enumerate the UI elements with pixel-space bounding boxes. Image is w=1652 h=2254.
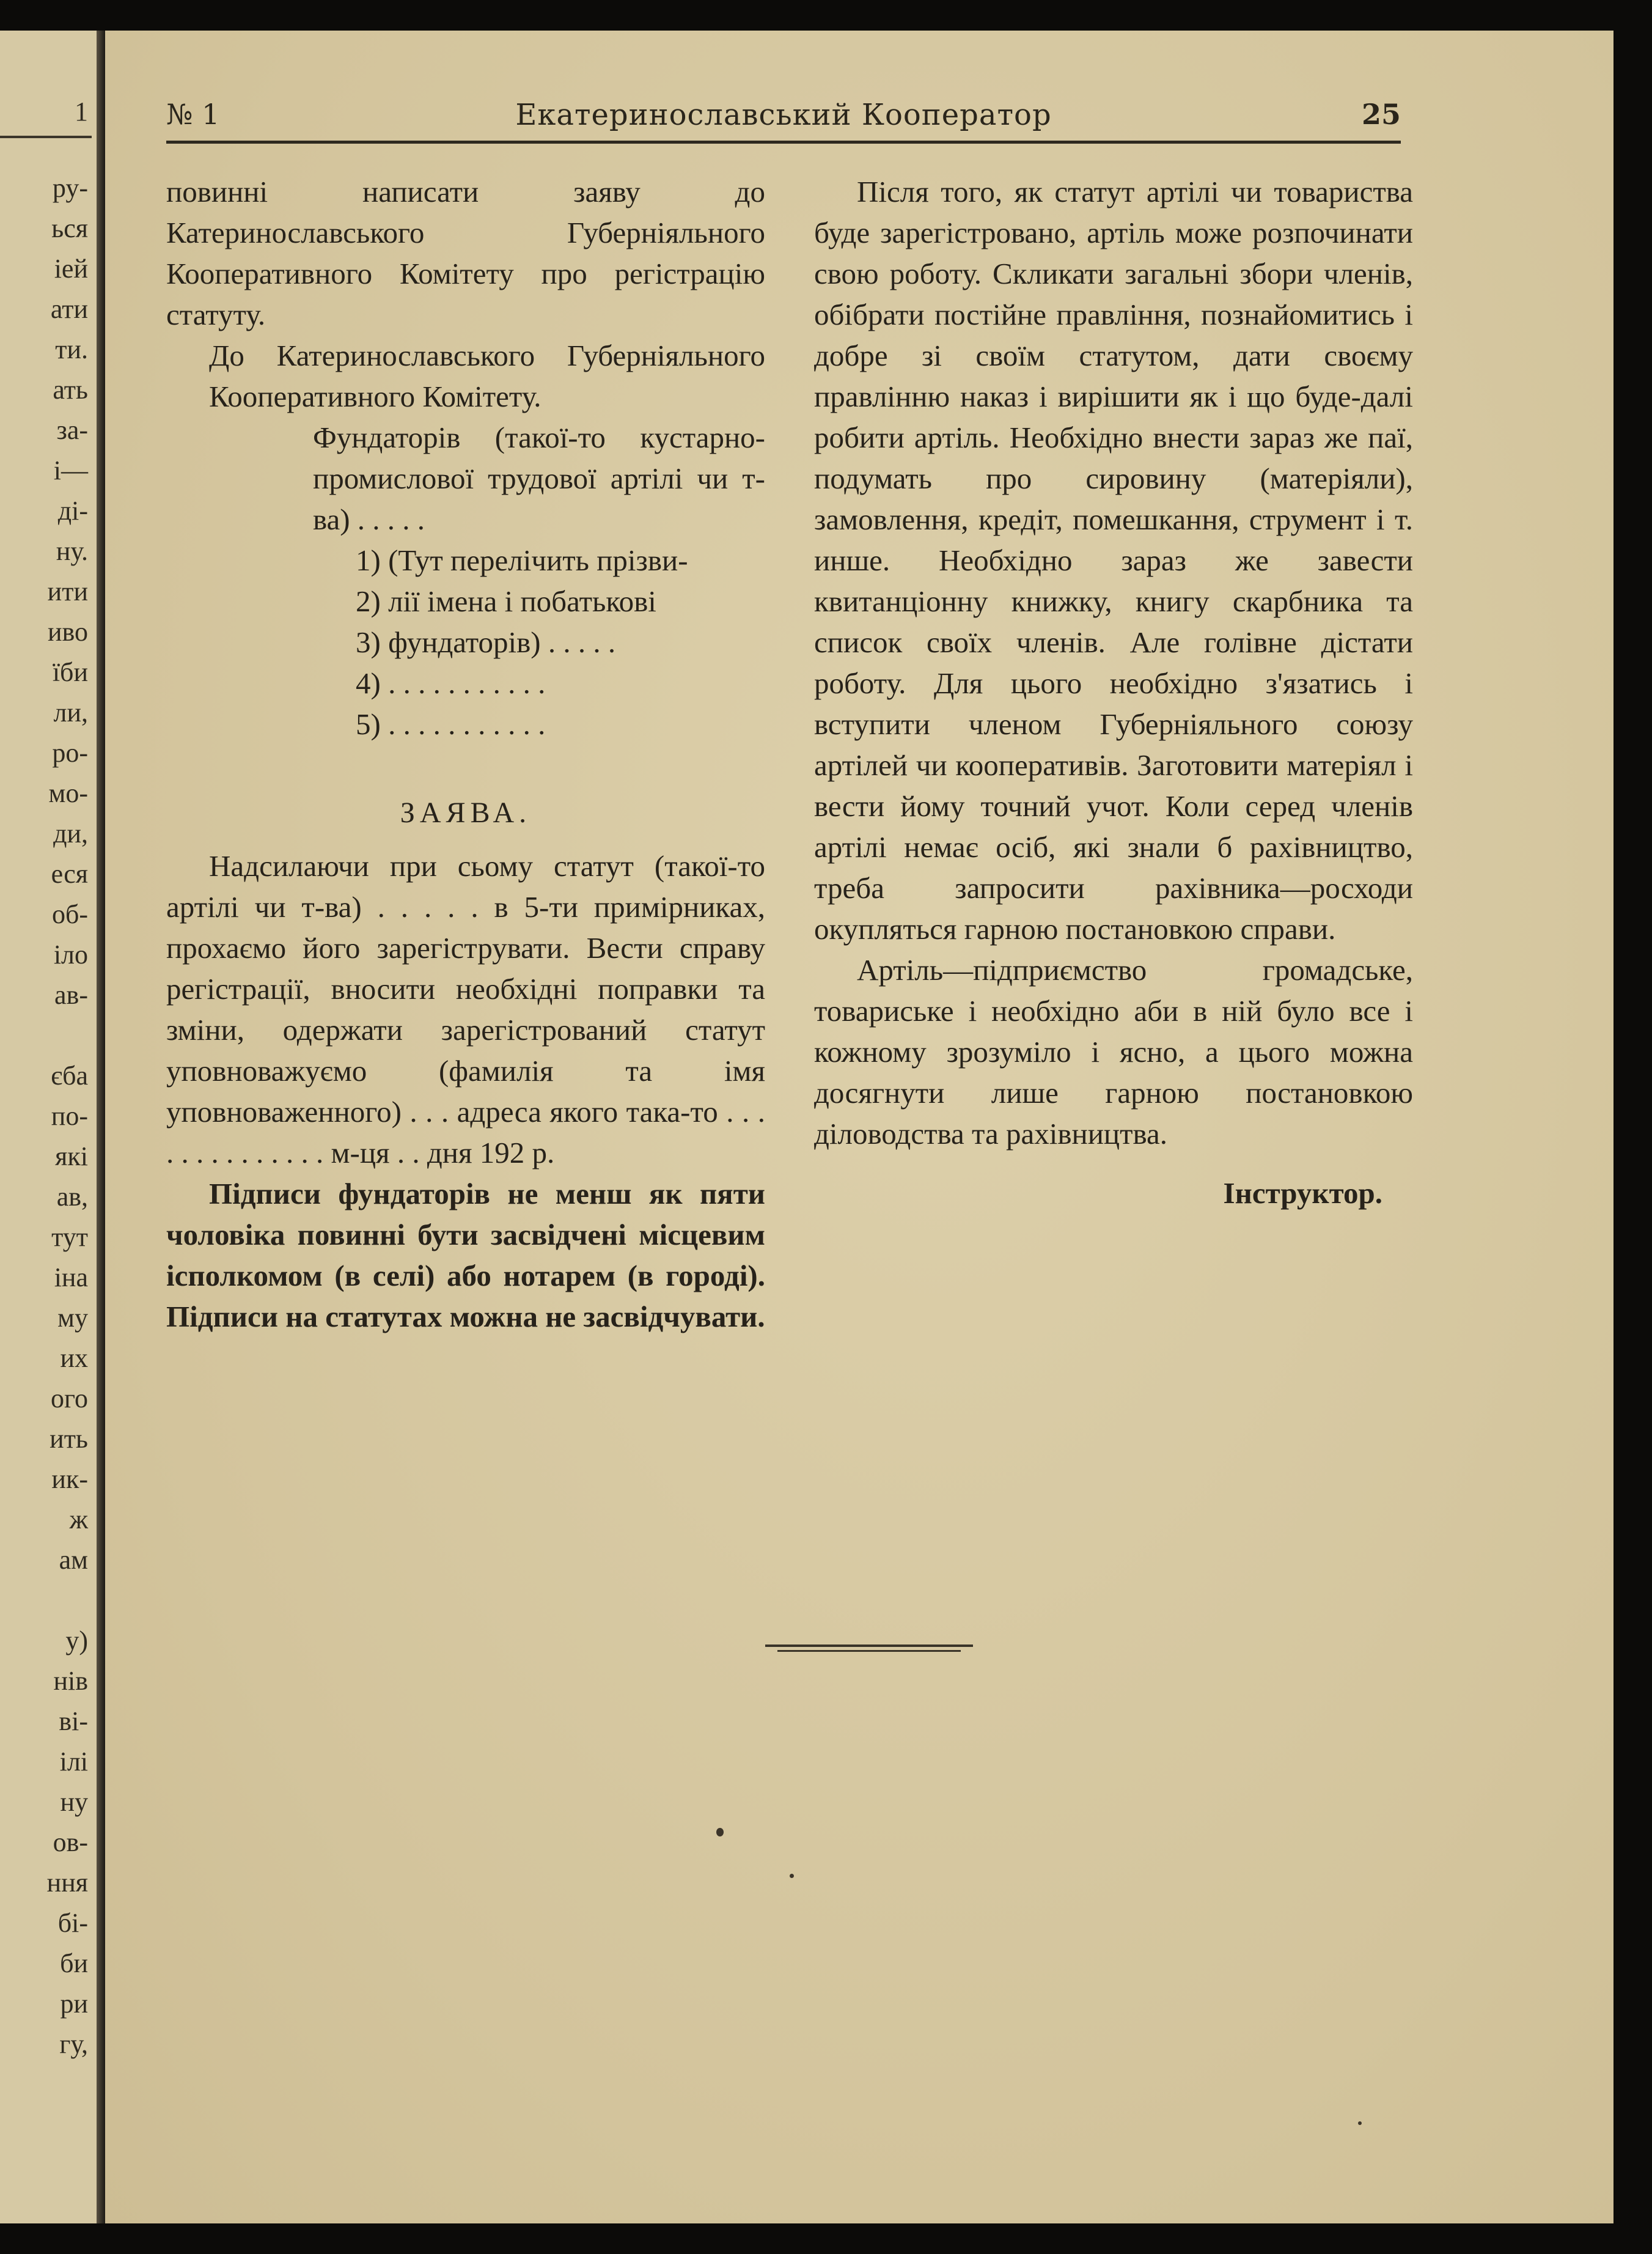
adjacent-text-fragment: за-: [56, 415, 88, 445]
paragraph: повинні написати заяву до Катеринославського Губерніяльного Кооперативного Комітету про регістрацію статуту.: [166, 175, 765, 331]
adjacent-text-fragment: іей: [54, 254, 88, 284]
adjacent-text-fragment: ну.: [56, 536, 88, 566]
list-item: 2) лії імена і побатькові: [356, 584, 656, 618]
adjacent-text-fragment: ого: [51, 1383, 88, 1413]
founders-line: Фундаторів (такої-то кустарно-промислової трудової артілі чи т-ва) . . . . .: [313, 421, 765, 536]
adjacent-text-fragment: які: [55, 1141, 88, 1171]
end-rule: [765, 1644, 973, 1653]
ink-speck: [1358, 2121, 1362, 2125]
adjacent-page-number: 1: [75, 97, 88, 127]
paragraph: Після того, як статут артілі чи товариства буде зарегістровано, артіль може розпочинати свою роботу. Скликати загальні збори членів, обібрати постійне правління, познайомитись і добре зі своїм статутом, дати своєму правлінню наказ і вирішити як і що буде-далі робити артіль. Необхідно внести зараз же паї, подумать про сировину (матеріяли), замовлення, кредіт, помешкання, струмент і т. инше. Необхідно зараз же завести квитанціонну книжку, книгу скарбника та список своїх членів. Але голівне дістати роботу. Для цього необхідно з'язатись і вступити членом Губерніяльного союзу артілей чи кооперативів. Заготовити матеріял і вести йому точний учот. Коли серед членів артілі немає осіб, які знали б рахівництво, треба запросити рахівника—росходи окупляться гарною постановкою справи.: [814, 175, 1413, 946]
book-gutter: [97, 31, 105, 2223]
adjacent-text-fragment: ж: [69, 1505, 88, 1534]
signature: Інструктор.: [1223, 1176, 1382, 1210]
adjacent-text-fragment: об-: [51, 899, 88, 929]
adjacent-text-fragment: ити: [47, 576, 88, 606]
founders-list: [166, 540, 765, 745]
adjacent-text-fragment: по-: [51, 1101, 88, 1131]
adjacent-text-fragment: ді-: [57, 496, 88, 526]
paragraph: Артіль—підприємство громадське, товариське і необхідно аби в ній було все і кожному зрозуміло і ясно, а цього можна досягнути лише гарною постановкою діловодства та рахівництва.: [814, 953, 1413, 1151]
adjacent-text-fragment: ілі: [59, 1747, 88, 1777]
page: [105, 31, 1613, 2223]
adjacent-text-fragment: іло: [53, 940, 88, 970]
adjacent-text-fragment: мо-: [48, 778, 88, 808]
page-number: 25: [1361, 98, 1401, 131]
adjacent-page-fragment: [0, 31, 105, 2223]
adjacent-text-fragment: нів: [53, 1666, 88, 1696]
adjacent-text-fragment: му: [57, 1303, 88, 1333]
adjacent-text-fragment: ать: [53, 375, 88, 405]
adjacent-text-fragment: ати: [50, 294, 88, 324]
running-header: [166, 98, 1401, 141]
adjacent-text-fragment: ння: [46, 1868, 88, 1898]
left-column: [166, 171, 765, 1337]
adjacent-text-fragment: гу,: [59, 2029, 88, 2059]
journal-title: Екатеринославський Кооператор: [515, 98, 1052, 132]
address-line: До Катеринославського Губерніяльного Кооперативного Комітету.: [209, 339, 765, 413]
adjacent-text-fragment: еся: [51, 859, 88, 889]
adjacent-text-fragment: ить: [50, 1424, 88, 1454]
adjacent-text-fragment: бі-: [57, 1908, 88, 1938]
adjacent-text-fragment: ам: [59, 1545, 88, 1575]
adjacent-text-fragment: ти.: [55, 334, 88, 364]
adjacent-text-fragment: їби: [52, 657, 88, 687]
list-item: 1) (Тут перелічить прізви-: [356, 543, 688, 577]
adjacent-text-fragment: іна: [54, 1262, 88, 1292]
adjacent-text-fragment: ну: [60, 1787, 88, 1817]
adjacent-header-rule: [0, 136, 92, 138]
adjacent-text-fragments: [47, 168, 88, 2064]
list-item: 3) фундаторів) . . . . .: [356, 625, 616, 659]
adjacent-text-fragment: их: [60, 1343, 88, 1373]
adjacent-text-fragment: ов-: [53, 1827, 88, 1857]
adjacent-text-fragment: ди,: [53, 819, 88, 849]
adjacent-text-fragment: ав,: [56, 1182, 88, 1212]
adjacent-text-fragment: би: [60, 1948, 88, 1978]
adjacent-text-fragment: єба: [51, 1061, 88, 1091]
adjacent-text-fragment: ли,: [53, 698, 88, 727]
adjacent-text-fragment: і—: [53, 455, 88, 485]
list-item: 4) . . . . . . . . . . .: [356, 666, 546, 700]
right-column: [814, 171, 1413, 1214]
adjacent-text-fragment: ься: [51, 213, 88, 243]
section-heading: ЗАЯВА.: [400, 797, 532, 829]
issue-number: № 1: [166, 98, 220, 131]
adjacent-text-fragment: ри: [60, 1989, 88, 2019]
adjacent-text-fragment: ві-: [59, 1706, 88, 1736]
header-rule: [166, 141, 1401, 144]
paragraph: Підписи фундаторів не менш як пяти чоловіка повинні бути засвідчені місцевим ісполкомом (в селі) або нотарем (в городі). Підписи на статутах можна не засвідчувати.: [166, 1177, 765, 1333]
list-item: 5) . . . . . . . . . . .: [356, 707, 546, 741]
ink-speck: [790, 1874, 794, 1878]
adjacent-text-fragment: ав-: [54, 980, 88, 1010]
adjacent-text-fragment: иво: [47, 617, 88, 647]
paragraph: Надсилаючи при сьому статут (такої-то артілі чи т-ва) . . . . . в 5-ти примірниках, прохаємо його зарегіструвати. Вести справу регістрації, вносити необхідні поправки та зміни, одержати зарегістрований статут уповноважуємо (фамилія та імя уповноваженного) . . . адреса якого така-то . . . . . . . . . . . . . . м-ця . . дня 192 р.: [166, 849, 765, 1169]
adjacent-text-fragment: ик-: [51, 1464, 88, 1494]
adjacent-text-fragment: тут: [51, 1222, 88, 1252]
adjacent-text-fragment: [47, 1580, 88, 1621]
adjacent-text-fragment: [47, 1015, 88, 1056]
adjacent-text-fragment: у): [65, 1626, 88, 1656]
ink-speck: [716, 1828, 724, 1836]
adjacent-text-fragment: ру-: [52, 173, 88, 203]
adjacent-text-fragment: ро-: [52, 738, 88, 768]
